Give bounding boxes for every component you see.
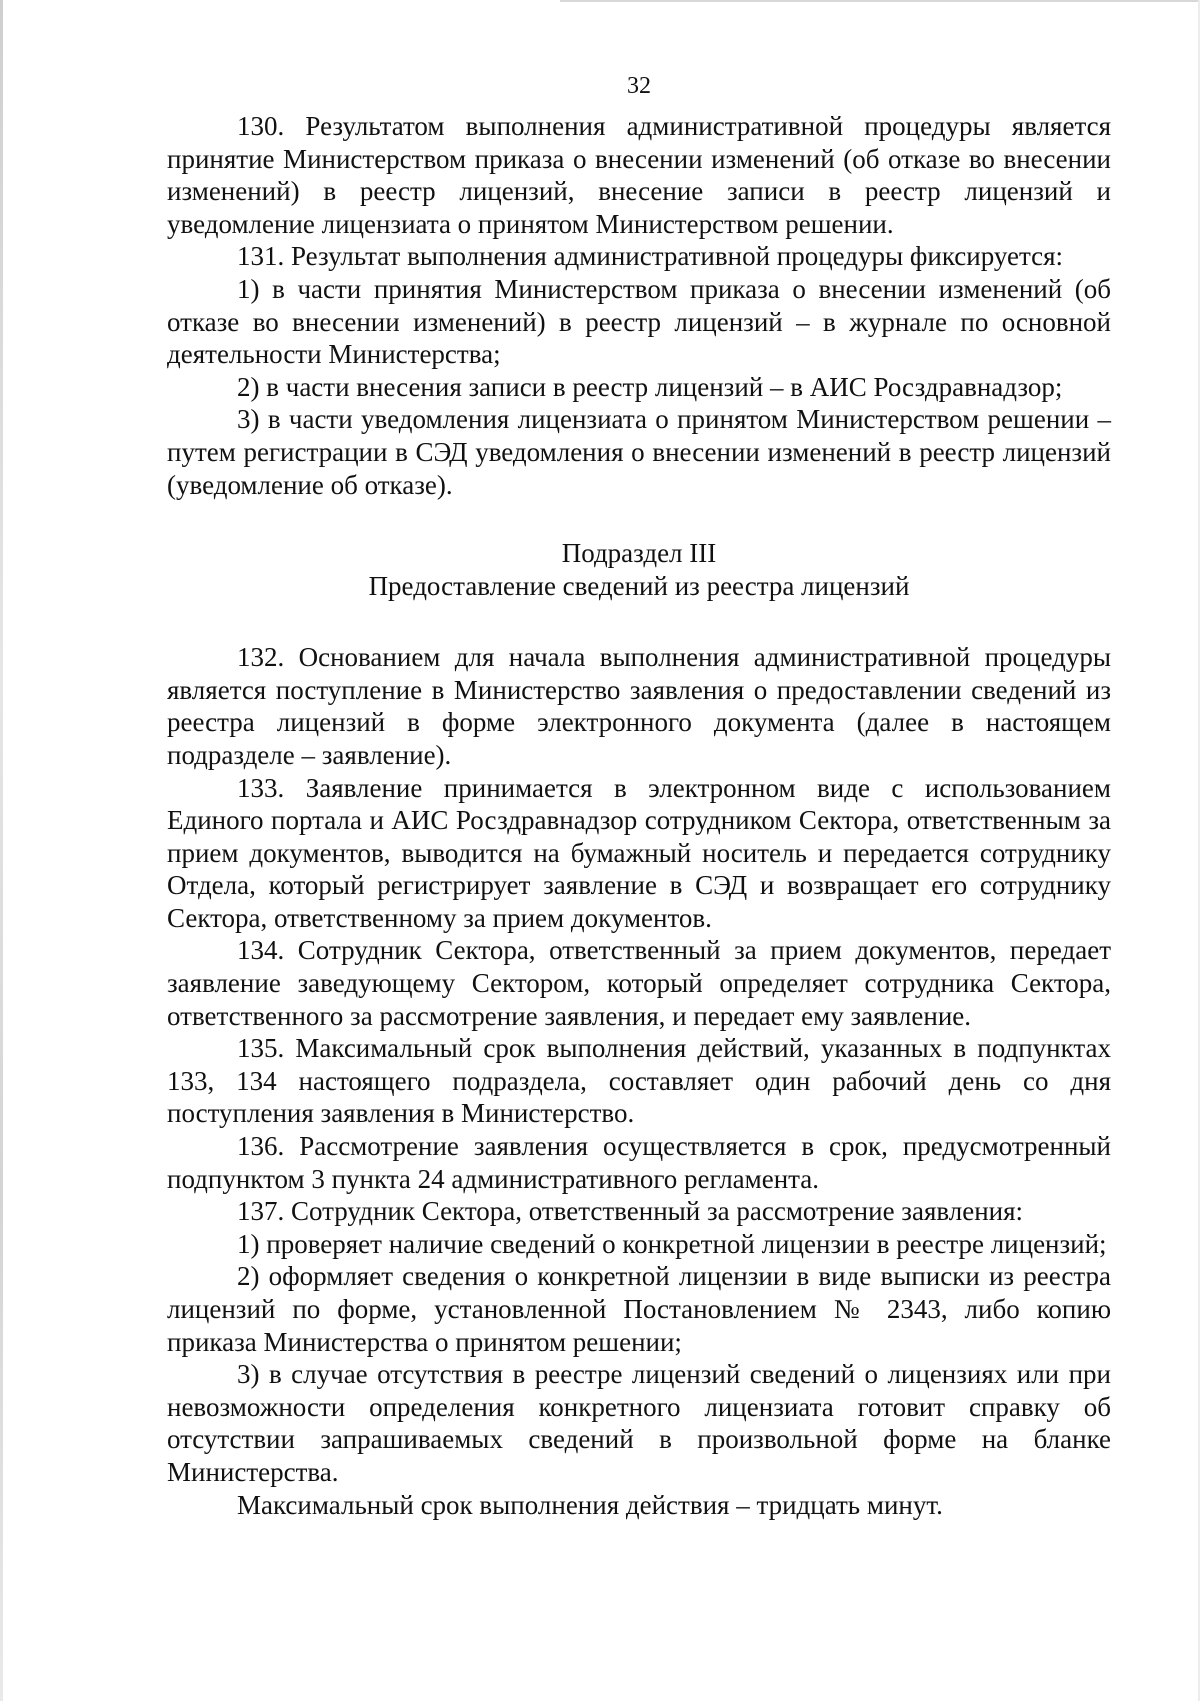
paragraph-137-item-1: 1) проверяет наличие сведений о конкретной лицензии в реестре лицензий; <box>237 1228 1107 1259</box>
subsection-subtitle: Предоставление сведений из реестра лицензий <box>368 571 910 602</box>
scan-edge-left <box>0 0 3 1701</box>
scan-edge-top <box>560 0 1200 2</box>
subsection-title: Подраздел III <box>561 538 717 569</box>
paragraph-131-item-3: 3) в части уведомления лицензиата о принятом Министерством решении – путем регистрации в СЭД уведомления о внесении изменений в реестр лицензий (уведомление об отказе). <box>167 404 1111 500</box>
document-page <box>167 64 1111 1521</box>
page-number: 32 <box>627 73 651 99</box>
paragraph-max-time: Максимальный срок выполнения действия – тридцать минут. <box>237 1489 943 1520</box>
subsection-heading <box>167 537 1111 603</box>
paragraph-137-item-3: 3) в случае отсутствия в реестре лицензий сведений о лицензиях или при невозможности определения конкретного лицензиата готовит справку об отсутствии запрашиваемых сведений в произвольной форме на бланке Министерства. <box>167 1359 1111 1487</box>
paragraph-137-item-2: 2) оформляет сведения о конкретной лицензии в виде выписки из реестра лицензий по форме, установленной Постановлением № 2343, либо копию приказа Министерства о принятом решении; <box>167 1261 1111 1357</box>
paragraph-135: 135. Максимальный срок выполнения действий, указанных в подпунктах 133, 134 настоящего подраздела, составляет один рабочий день со дня поступления заявления в Министерство. <box>167 1033 1111 1129</box>
paragraph-132: 132. Основанием для начала выполнения административной процедуры является поступление в Министерство заявления о предоставлении сведений из реестра лицензий в форме электронного документа (далее в настоящем подразделе – заявление). <box>167 642 1111 770</box>
paragraph-131: 131. Результат выполнения административной процедуры фиксируется: <box>237 241 1064 272</box>
paragraph-136: 136. Рассмотрение заявления осуществляется в срок, предусмотренный подпунктом 3 пункта 24 административного регламента. <box>167 1131 1111 1194</box>
paragraph-134: 134. Сотрудник Сектора, ответственный за прием документов, передает заявление заведующему Сектором, который определяет сотрудника Сектора, ответственного за рассмотрение заявления, и передает ему заявление. <box>167 935 1111 1031</box>
paragraph-133: 133. Заявление принимается в электронном виде с использованием Единого портала и АИС Росздравнадзор сотрудником Сектора, ответственным за прием документов, выводится на бумажный носитель и передается сотруднику Отдела, который регистрирует заявление в СЭД и возвращает его сотруднику Сектора, ответственному за прием документов. <box>167 772 1111 933</box>
paragraph-131-item-1: 1) в части принятия Министерством приказа о внесении изменений (об отказе во внесении изменений) в реестр лицензий – в журнале по основной деятельности Министерства; <box>167 273 1111 370</box>
paragraph-130: 130. Результатом выполнения административной процедуры является принятие Министерством приказа о внесении изменений (об отказе во внесении изменений) в реестр лицензий, внесение записи в реестр лицензий и уведомление лицензиата о принятом Министерством решении. <box>167 111 1111 239</box>
paragraph-137: 137. Сотрудник Сектора, ответственный за рассмотрение заявления: <box>237 1196 1024 1227</box>
paragraph-131-item-2: 2) в части внесения записи в реестр лицензий – в АИС Росздравнадзор; <box>237 371 1063 402</box>
